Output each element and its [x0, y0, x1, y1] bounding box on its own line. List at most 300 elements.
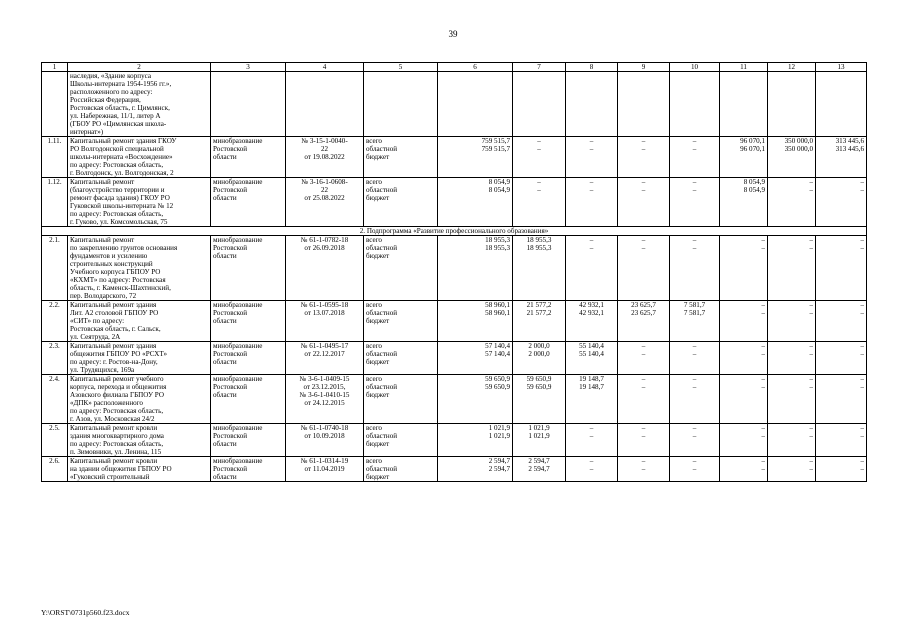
value-line: –	[809, 424, 813, 432]
customer-org	[211, 72, 286, 137]
customer-org-line: Ростовской	[213, 244, 248, 252]
object-name-line: г. Волгодонск, ул. Волгодонская, 2	[70, 169, 174, 177]
header-cell: 10	[670, 63, 720, 72]
value-cell	[513, 301, 566, 342]
object-name-line: корпуса, перехода и общежития	[70, 383, 167, 391]
value-line-spacer	[568, 317, 615, 325]
value-cell	[816, 375, 867, 424]
object-name-line: область, г. Каменск-Шахтинский,	[70, 284, 171, 292]
value-line-spacer	[568, 358, 615, 366]
value-line: 59 650,9	[526, 375, 552, 383]
page-number: 39	[448, 29, 458, 39]
value-line: –	[860, 186, 864, 194]
value-line: –	[761, 342, 765, 350]
value-cell	[438, 137, 513, 178]
value-line-spacer	[620, 252, 667, 260]
customer-org	[211, 342, 286, 375]
funding-source-line: бюджет	[366, 391, 390, 399]
funding-source-line: бюджет	[366, 473, 390, 481]
value-line: –	[589, 457, 594, 465]
header-cell: 12	[768, 63, 816, 72]
object-name-line: Школы-интерната 1954-1956 гг.»,	[70, 80, 172, 88]
value-cell	[768, 457, 816, 482]
value-cell	[720, 137, 768, 178]
value-line-spacer	[722, 317, 765, 325]
value-line: 19 148,7	[579, 375, 604, 383]
customer-org-line: минобразование	[213, 424, 263, 432]
object-name-line: Капитальный ремонт	[70, 236, 135, 244]
header-cell: 5	[364, 63, 438, 72]
expertise-doc-line: от 25.08.2022	[304, 194, 345, 202]
expertise-doc	[286, 72, 364, 137]
object-name-line: Капитальный ремонт здания ГКОУ	[70, 137, 177, 145]
value-line: –	[860, 301, 864, 309]
value-cell	[513, 375, 566, 424]
object-name	[68, 137, 211, 178]
value-cell	[768, 301, 816, 342]
value-line-spacer	[440, 317, 510, 325]
table-row	[42, 342, 867, 375]
value-cell	[513, 342, 566, 375]
value-cell	[816, 236, 867, 301]
object-name-line: школы-интерната «Восхождение»	[70, 153, 173, 161]
customer-org-line: минобразование	[213, 375, 263, 383]
object-name-line: по адресу: Ростовская область,	[70, 440, 164, 448]
value-cell	[618, 342, 670, 375]
object-name-line: ремонт фасада здания) ГКОУ РО	[70, 194, 170, 202]
value-line: –	[761, 383, 765, 391]
object-name	[68, 342, 211, 375]
header-cell: 1	[42, 63, 68, 72]
object-name-line: Ростовская область, г. Сальск,	[70, 325, 161, 333]
value-line: 2 594,7	[488, 465, 510, 473]
object-name-line: Капитальный ремонт здания	[70, 301, 157, 309]
value-cell	[670, 72, 720, 137]
table-row	[42, 236, 867, 301]
value-line: 58 960,1	[485, 301, 510, 309]
expertise-doc-line: от 19.08.2022	[304, 153, 345, 161]
value-line: –	[809, 236, 813, 244]
value-line: 57 140,4	[485, 350, 510, 358]
header-cell: 7	[513, 63, 566, 72]
value-cell	[670, 342, 720, 375]
value-cell	[768, 375, 816, 424]
object-name-line: пер. Володарского, 72	[70, 292, 137, 300]
value-cell	[513, 72, 566, 137]
section-title: 2. Подпрограмма «Развитие профессионального образования»	[42, 227, 867, 236]
object-name-line: общежития ГБПОУ РО «РСХТ»	[70, 350, 168, 358]
expertise-doc	[286, 301, 364, 342]
funding-source	[364, 236, 438, 301]
object-name-line: ул. Набережная, 11/1, литер А	[70, 112, 161, 120]
value-line: –	[692, 186, 697, 194]
value-line: –	[692, 424, 697, 432]
value-line-spacer	[770, 194, 813, 202]
expertise-doc-line: от 22.12.2017	[304, 350, 345, 358]
expertise-doc-line: от 11.04.2019	[304, 465, 345, 473]
value-cell	[670, 424, 720, 457]
expertise-doc-line: от 24.12.2015	[304, 399, 345, 407]
value-line: –	[860, 244, 864, 252]
customer-org-line: области	[213, 391, 237, 399]
value-line: –	[761, 457, 765, 465]
value-line: –	[860, 383, 864, 391]
value-line: –	[692, 178, 697, 186]
object-name-line: по адресу: г. Ростов-на-Дону,	[70, 358, 158, 366]
object-name-line: на здании общежития ГБПОУ РО	[70, 465, 172, 473]
funding-source-line: областной	[366, 244, 398, 252]
value-line: 8 054,9	[743, 186, 765, 194]
value-cell	[720, 375, 768, 424]
value-line-spacer	[620, 317, 667, 325]
value-line: –	[860, 236, 864, 244]
value-cell	[720, 236, 768, 301]
value-line: 21 577,2	[526, 301, 552, 309]
value-line: 759 515,7	[481, 137, 510, 145]
customer-org-line: области	[213, 317, 237, 325]
value-line: 42 932,1	[579, 309, 604, 317]
value-cell	[566, 178, 618, 227]
object-name-line: по адресу: Ростовская область,	[70, 407, 164, 415]
value-line: 1 021,9	[528, 424, 550, 432]
value-line: 313 445,6	[835, 137, 864, 145]
value-line-spacer	[818, 153, 864, 161]
value-line: –	[860, 350, 864, 358]
value-cell	[438, 236, 513, 301]
value-line: –	[692, 145, 697, 153]
customer-org-line: области	[213, 440, 237, 448]
value-cell	[670, 236, 720, 301]
value-line-spacer	[672, 391, 717, 399]
object-name-line: «ДПК» расположенного	[70, 399, 143, 407]
value-cell	[768, 342, 816, 375]
table-body	[42, 63, 867, 482]
value-line: –	[809, 457, 813, 465]
table-row	[42, 457, 867, 482]
value-line: –	[589, 137, 594, 145]
value-cell	[618, 72, 670, 137]
value-cell	[768, 72, 816, 137]
row-number: 1.11.	[42, 137, 68, 178]
value-cell	[816, 342, 867, 375]
funding-source	[364, 457, 438, 482]
value-line-spacer	[515, 194, 563, 202]
expertise-doc	[286, 342, 364, 375]
expertise-doc-line: № 61-1-0314-19	[300, 457, 349, 465]
expertise-doc	[286, 457, 364, 482]
value-line: 350 000,0	[784, 137, 813, 145]
object-name-line: Ростовская область, г. Цимлянск,	[70, 104, 170, 112]
value-line-spacer	[515, 317, 563, 325]
expertise-doc	[286, 424, 364, 457]
value-line: 2 594,7	[528, 457, 550, 465]
value-line-spacer	[818, 317, 864, 325]
value-line-spacer	[770, 317, 813, 325]
value-line: –	[809, 350, 813, 358]
value-cell	[513, 178, 566, 227]
value-line: –	[589, 432, 594, 440]
expertise-doc-line: от 10.09.2018	[304, 432, 345, 440]
value-line: –	[809, 301, 813, 309]
value-cell	[438, 375, 513, 424]
expertise-doc-line: от 26.09.2018	[304, 244, 345, 252]
value-cell	[618, 137, 670, 178]
value-line: –	[761, 309, 765, 317]
funding-source-line: бюджет	[366, 194, 390, 202]
object-name-line: по адресу: Ростовская область,	[70, 161, 164, 169]
value-line-spacer	[722, 473, 765, 481]
value-line-spacer	[722, 358, 765, 366]
value-cell	[513, 137, 566, 178]
expertise-doc	[286, 137, 364, 178]
value-line-spacer	[568, 473, 615, 481]
object-name-line: фундаментов и усилению	[70, 252, 148, 260]
value-line: 759 515,7	[481, 145, 510, 153]
value-cell	[566, 236, 618, 301]
object-name-line: строительных конструкций	[70, 260, 153, 268]
funding-source-line: областной	[366, 309, 398, 317]
value-line: –	[537, 186, 541, 194]
value-line: –	[809, 186, 813, 194]
value-line: 55 140,4	[579, 342, 604, 350]
value-line-spacer	[770, 358, 813, 366]
value-cell	[566, 375, 618, 424]
header-cell: 3	[211, 63, 286, 72]
value-cell	[438, 301, 513, 342]
value-cell	[618, 178, 670, 227]
value-cell	[816, 72, 867, 137]
value-line: –	[537, 137, 541, 145]
value-cell	[720, 457, 768, 482]
value-line: 1 021,9	[528, 432, 550, 440]
value-cell	[618, 457, 670, 482]
funding-source-line: всего	[366, 457, 382, 465]
value-line-spacer	[515, 391, 563, 399]
expertise-doc-line: 22	[320, 145, 329, 153]
value-cell	[513, 236, 566, 301]
table-row	[42, 424, 867, 457]
customer-org-line: области	[213, 153, 237, 161]
value-line-spacer	[620, 153, 667, 161]
value-line-spacer	[568, 194, 615, 202]
object-name	[68, 424, 211, 457]
customer-org-line: минобразование	[213, 178, 263, 186]
value-line: 8 054,9	[743, 178, 765, 186]
value-line: –	[589, 145, 594, 153]
object-name-line: Гуковской школы-интерната № 12	[70, 202, 174, 210]
customer-org-line: Ростовской	[213, 309, 248, 317]
value-line: –	[761, 236, 765, 244]
value-line-spacer	[722, 252, 765, 260]
value-line: –	[537, 145, 541, 153]
object-name-line: Лит. А2 столовой ГБПОУ РО	[70, 309, 159, 317]
value-line-spacer	[515, 358, 563, 366]
value-line-spacer	[568, 153, 615, 161]
customer-org	[211, 178, 286, 227]
value-cell	[670, 457, 720, 482]
expertise-doc	[286, 375, 364, 424]
customer-org	[211, 457, 286, 482]
value-line: –	[641, 342, 646, 350]
funding-source	[364, 137, 438, 178]
value-line: 55 140,4	[579, 350, 604, 358]
funding-source-line: всего	[366, 301, 382, 309]
customer-org	[211, 375, 286, 424]
expertise-doc	[286, 236, 364, 301]
value-cell	[816, 457, 867, 482]
value-cell	[618, 236, 670, 301]
value-line-spacer	[770, 252, 813, 260]
row-number: 1.12.	[42, 178, 68, 227]
value-line: –	[641, 375, 646, 383]
header-cell: 6	[438, 63, 513, 72]
value-line: 58 960,1	[485, 309, 510, 317]
funding-source-line: всего	[366, 424, 382, 432]
customer-org-line: области	[213, 194, 237, 202]
value-line-spacer	[672, 194, 717, 202]
value-line-spacer	[440, 473, 510, 481]
value-line-spacer	[440, 153, 510, 161]
value-line-spacer	[722, 440, 765, 448]
value-line: –	[692, 465, 697, 473]
funding-source-line: всего	[366, 342, 382, 350]
value-line: –	[860, 424, 864, 432]
value-line-spacer	[568, 440, 615, 448]
value-line: –	[860, 342, 864, 350]
value-line-spacer	[515, 473, 563, 481]
value-line: –	[641, 350, 646, 358]
value-line-spacer	[620, 440, 667, 448]
expertise-doc-line: от 23.12.2015,	[303, 383, 346, 391]
object-name-line: Азовского филиала ГБПОУ РО	[70, 391, 164, 399]
funding-source-line: бюджет	[366, 358, 390, 366]
value-cell	[816, 424, 867, 457]
value-line-spacer	[722, 153, 765, 161]
object-name-line: (благоустройство территории и	[70, 186, 165, 194]
object-name-line: наследия, «Здание корпуса	[70, 72, 152, 80]
value-cell	[816, 137, 867, 178]
value-line-spacer	[440, 358, 510, 366]
value-line-spacer	[818, 252, 864, 260]
value-line: 59 650,9	[485, 375, 510, 383]
value-line: 18 955,3	[526, 236, 552, 244]
value-line: 350 000,0	[784, 145, 813, 153]
value-line-spacer	[818, 391, 864, 399]
value-cell	[720, 178, 768, 227]
value-cell	[438, 72, 513, 137]
customer-org-line: минобразование	[213, 301, 263, 309]
value-line: 23 625,7	[631, 301, 656, 309]
customer-org-line: Ростовской	[213, 350, 248, 358]
value-cell	[566, 137, 618, 178]
table-row	[42, 137, 867, 178]
customer-org-line: Ростовской	[213, 186, 248, 194]
header-cell: 11	[720, 63, 768, 72]
value-line-spacer	[672, 153, 717, 161]
value-cell	[720, 301, 768, 342]
value-line-spacer	[515, 440, 563, 448]
funding-source	[364, 342, 438, 375]
customer-org-line: области	[213, 252, 237, 260]
funding-source	[364, 72, 438, 137]
expertise-doc-line: № 3-16-1-0608-	[301, 178, 348, 186]
expertise-doc-line: № 61-1-0740-18	[300, 424, 349, 432]
value-line: –	[641, 465, 646, 473]
object-name-line: РО Волгодонской специальной	[70, 145, 164, 153]
value-line-spacer	[440, 252, 510, 260]
value-cell	[438, 178, 513, 227]
value-line: –	[641, 424, 646, 432]
value-line: 313 445,6	[835, 145, 864, 153]
funding-source-line: бюджет	[366, 252, 390, 260]
value-cell	[670, 375, 720, 424]
object-name-line: Капитальный ремонт кровли	[70, 457, 158, 465]
object-name-line: интернат»)	[70, 128, 104, 136]
value-line: –	[692, 137, 697, 145]
object-name-line: Учебного корпуса ГБПОУ РО	[70, 268, 161, 276]
value-line-spacer	[672, 440, 717, 448]
customer-org-line: Ростовской	[213, 145, 248, 153]
value-line: –	[589, 465, 594, 473]
object-name-line: «СИТ» по адресу:	[70, 317, 125, 325]
value-line-spacer	[440, 391, 510, 399]
value-line: –	[641, 137, 646, 145]
value-cell	[768, 178, 816, 227]
header-row	[42, 63, 867, 72]
value-line: –	[860, 432, 864, 440]
value-line: –	[809, 375, 813, 383]
customer-org	[211, 301, 286, 342]
object-name-line: по адресу: Ростовская область,	[70, 210, 164, 218]
value-line: 2 594,7	[528, 465, 550, 473]
customer-org-line: области	[213, 473, 237, 481]
table-row	[42, 72, 867, 137]
value-line-spacer	[672, 317, 717, 325]
customer-org-line: минобразование	[213, 457, 263, 465]
funding-source-line: областной	[366, 465, 398, 473]
value-cell	[438, 424, 513, 457]
value-line: –	[860, 457, 864, 465]
value-cell	[720, 342, 768, 375]
value-line: 2 000,0	[528, 342, 550, 350]
value-cell	[566, 72, 618, 137]
header-cell: 13	[816, 63, 867, 72]
value-cell	[768, 137, 816, 178]
value-line: 19 148,7	[579, 383, 604, 391]
value-line: –	[641, 145, 646, 153]
value-line-spacer	[440, 440, 510, 448]
value-line-spacer	[770, 473, 813, 481]
value-line: 18 955,3	[485, 244, 510, 252]
value-line: –	[761, 375, 765, 383]
value-line: –	[692, 236, 697, 244]
value-line: –	[761, 301, 765, 309]
value-line-spacer	[515, 252, 563, 260]
value-line: –	[641, 236, 646, 244]
row-number	[42, 72, 68, 137]
funding-source-line: всего	[366, 137, 382, 145]
object-name	[68, 457, 211, 482]
value-line-spacer	[568, 252, 615, 260]
value-cell	[816, 178, 867, 227]
value-cell	[816, 301, 867, 342]
value-line-spacer	[440, 194, 510, 202]
expertise-doc-line: № 3-6-1-0410-15	[299, 391, 350, 399]
value-line-spacer	[818, 358, 864, 366]
value-cell	[720, 424, 768, 457]
expertise-doc-line: № 61-1-0595-18	[300, 301, 349, 309]
funding-source-line: областной	[366, 186, 398, 194]
